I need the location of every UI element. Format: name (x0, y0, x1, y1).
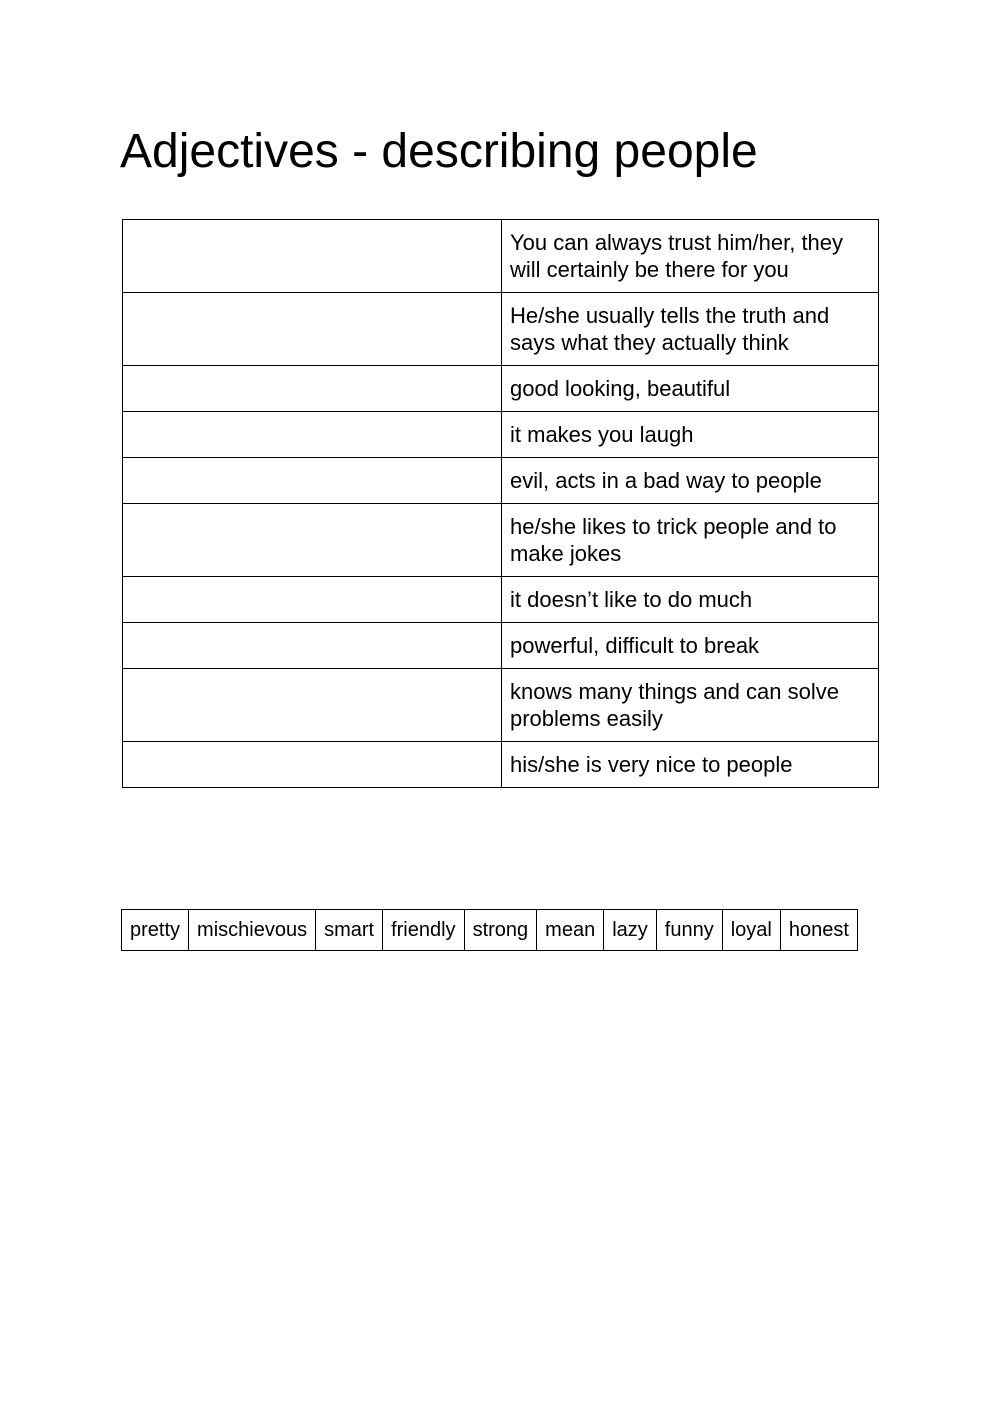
definition-cell: He/she usually tells the truth and says what they actually think (502, 293, 879, 366)
definition-cell: evil, acts in a bad way to people (502, 458, 879, 504)
matching-table (122, 219, 879, 788)
word-option[interactable]: strong (464, 910, 537, 951)
definition-cell: You can always trust him/her, they will certainly be there for you (502, 220, 879, 293)
word-option[interactable]: loyal (722, 910, 780, 951)
answer-cell[interactable] (123, 293, 502, 366)
table-row (123, 742, 879, 788)
answer-cell[interactable] (123, 504, 502, 577)
table-row (123, 220, 879, 293)
table-row (123, 366, 879, 412)
definition-cell: good looking, beautiful (502, 366, 879, 412)
word-option[interactable]: pretty (122, 910, 189, 951)
word-bank-row (122, 910, 858, 951)
word-option[interactable]: mischievous (189, 910, 316, 951)
answer-cell[interactable] (123, 220, 502, 293)
definition-cell: it makes you laugh (502, 412, 879, 458)
word-option[interactable]: mean (537, 910, 604, 951)
definition-cell: powerful, difficult to break (502, 623, 879, 669)
table-row (123, 623, 879, 669)
answer-cell[interactable] (123, 412, 502, 458)
table-row (123, 669, 879, 742)
definition-cell: knows many things and can solve problems easily (502, 669, 879, 742)
word-bank (121, 909, 858, 951)
table-row (123, 577, 879, 623)
word-option[interactable]: honest (780, 910, 857, 951)
word-option[interactable]: friendly (383, 910, 464, 951)
answer-cell[interactable] (123, 366, 502, 412)
table-row (123, 293, 879, 366)
word-option[interactable]: funny (656, 910, 722, 951)
answer-cell[interactable] (123, 577, 502, 623)
answer-cell[interactable] (123, 742, 502, 788)
definition-cell: his/she is very nice to people (502, 742, 879, 788)
table-row (123, 504, 879, 577)
definition-cell: it doesn’t like to do much (502, 577, 879, 623)
answer-cell[interactable] (123, 669, 502, 742)
page-title: Adjectives - describing people (120, 125, 758, 178)
word-option[interactable]: smart (316, 910, 383, 951)
table-row (123, 412, 879, 458)
answer-cell[interactable] (123, 458, 502, 504)
answer-cell[interactable] (123, 623, 502, 669)
definition-cell: he/she likes to trick people and to make jokes (502, 504, 879, 577)
table-row (123, 458, 879, 504)
word-option[interactable]: lazy (604, 910, 657, 951)
